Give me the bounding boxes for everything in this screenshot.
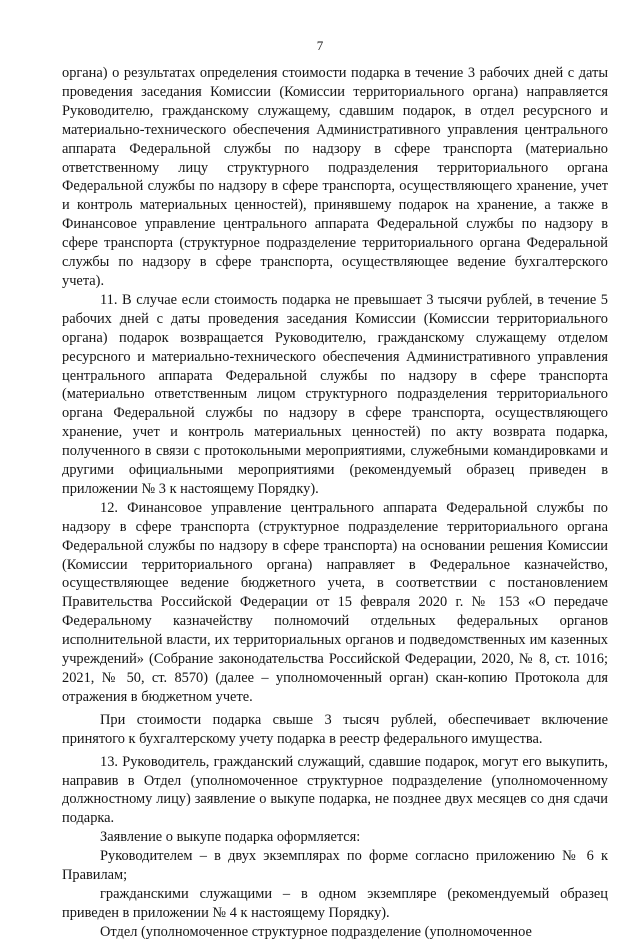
paragraph-application-employees: гражданскими служащими – в одном экземпляре (рекомендуемый образец приведен в приложении № 4 к настоящему Порядку). (62, 885, 608, 921)
page-number: 7 (316, 38, 324, 53)
paragraph-application-intro: Заявление о выкупе подарка оформляется: (100, 829, 361, 846)
paragraph-department-start: Отдел (уполномоченное структурное подразделение (уполномоченное (100, 923, 532, 940)
paragraph-item-13: 13. Руководитель, гражданский служащий, сдавшие подарок, могут его выкупить, направив в Отдел (уполномоченное структурное подразделение (уполномоченному должностному лицу) заявление о выкупе подарка, не позднее двух месяцев со дня сдачи подарка. (62, 753, 608, 827)
document-body (62, 64, 608, 942)
paragraph-item-11: 11. В случае если стоимость подарка не превышает 3 тысячи рублей, в течение 5 рабочих дней с даты проведения заседания Комиссии (Комиссии территориального органа) подарок возвращается Руководителю, гражданскому служащему отделом ресурсного и материально-технического обеспечения Административного управления центрального аппарата Федеральной службы по надзору в сфере транспорта (материально ответственным лицом структурного подразделения территориального органа Федеральной службы по надзору в сфере транспорта, осуществляющего хранение, учет и контроль материальных ценностей) по акту возврата подарка, полученного в связи с протокольными мероприятиями, служебными командировками и другими официальными мероприятиями (рекомендуемый образец приведен в приложении № 3 к настоящему Порядку). (62, 291, 608, 497)
paragraph-continuation: органа) о результатах определения стоимости подарка в течение 3 рабочих дней с даты проведения заседания Комиссии (Комиссии территориального органа) направляется Руководителю, гражданскому служащему, сдавшим подарок, в отдел ресурсного и материально-технического обеспечения Административного управления центрального аппарата Федеральной службы по надзору в сфере транспорта (материально ответственному лицу структурного подразделения территориального органа Федеральной службы по надзору в сфере транспорта, осуществляющего хранение, учет и контроль материальных ценностей), принявшему подарок на хранение, а также в Финансовое управление центрального аппарата Федеральной службы по надзору в сфере транспорта (структурное подразделение территориального органа Федеральной службы по надзору в сфере транспорта, осуществляющее ведение бухгалтерского учета). (62, 65, 608, 289)
paragraph-application-head: Руководителем – в двух экземплярах по форме согласно приложению № 6 к Правилам; (62, 848, 608, 884)
paragraph-registry-inclusion: При стоимости подарка свыше 3 тысяч рублей, обеспечивает включение принятого к бухгалтерскому учету подарка в реестр федерального имущества. (62, 711, 608, 747)
paragraph-item-12: 12. Финансовое управление центрального аппарата Федеральной службы по надзору в сфере транспорта (структурное подразделение территориального органа Федеральной службы по надзору в сфере транспорта) на основании решения Комиссии (Комиссии территориального органа) направляет в Федеральное казначейство, осуществляющее ведение бюджетного учета, в соответствии с постановлением Правительства Российской Федерации от 15 февраля 2020 г. № 153 «О передаче Федеральному казначейству полномочий отдельных федеральных органов исполнительной власти, их территориальных органов и подведомственных им казенных учреждений» (Собрание законодательства Российской Федерации, 2020, № 8, ст. 1016; 2021, № 50, ст. 8570) (далее – уполномоченный орган) скан-копию Протокола для отражения в бюджетном учете. (62, 499, 608, 705)
